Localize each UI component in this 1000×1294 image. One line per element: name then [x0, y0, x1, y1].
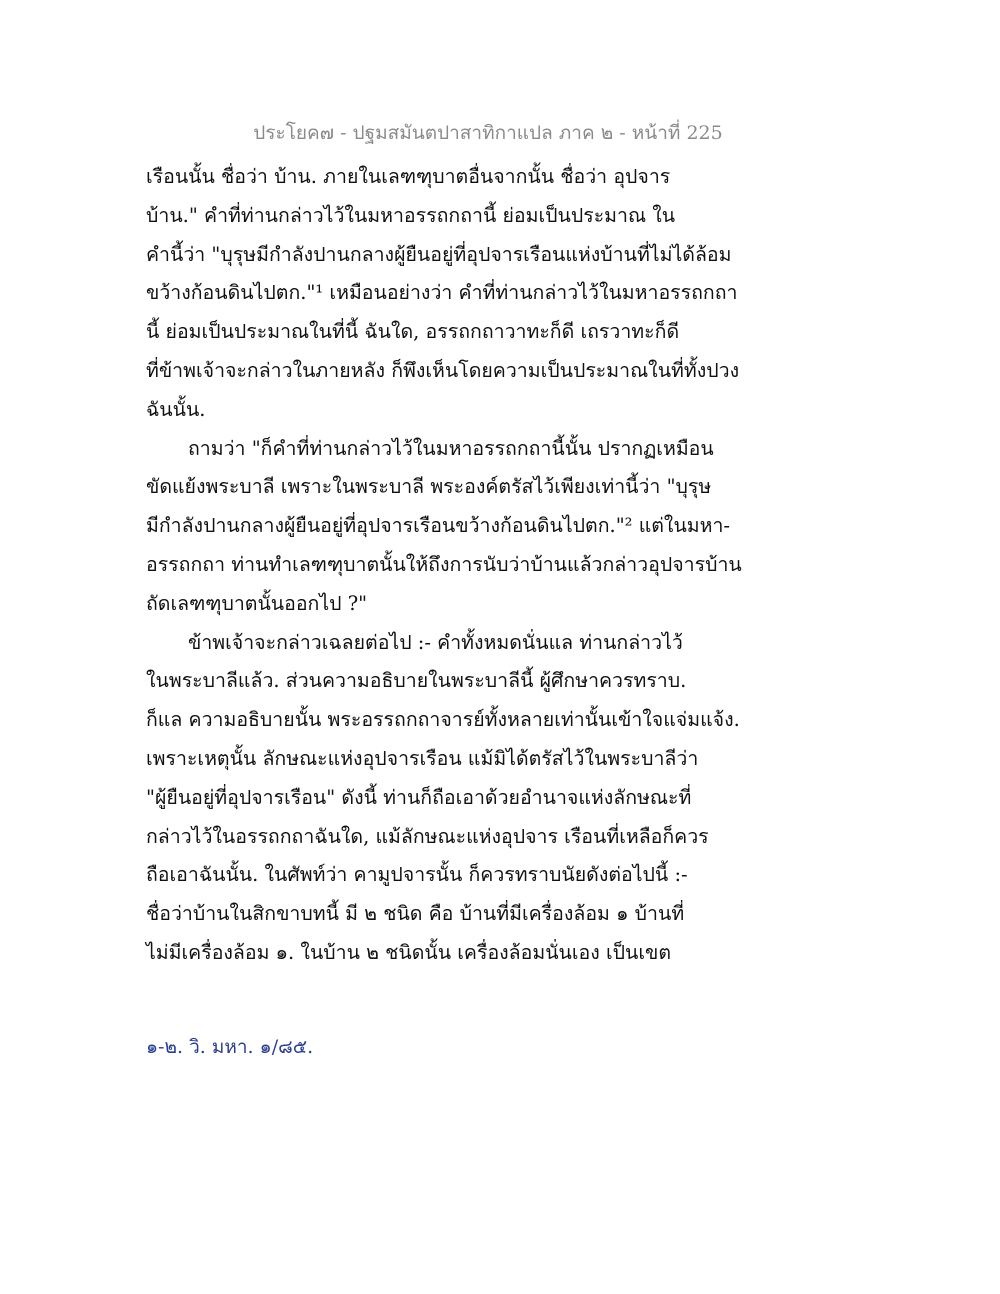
body-line: ก็แล ความอธิบายนั้น พระอรรถกถาจารย์ทั้งหลายเท่านั้นเข้าใจแจ่มแจ้ง.	[146, 708, 740, 732]
paragraph-start-line: ถามว่า "ก็คำที่ท่านกล่าวไว้ในมหาอรรถกถานี้นั้น ปรากฏเหมือน	[188, 436, 714, 460]
body-line: มีกำลังปานกลางผู้ยืนอยู่ที่อุปจารเรือนขว้างก้อนดินไปตก."² แต่ในมหา-	[146, 514, 731, 538]
body-line: "ผู้ยืนอยู่ที่อุปจารเรือน" ดังนี้ ท่านก็ถือเอาด้วยอำนาจแห่งลักษณะที่	[146, 785, 692, 809]
body-line: ฉันนั้น.	[146, 397, 206, 421]
running-title: ประโยค๗ - ปฐมสมันตปาสาทิกาแปล ภาค ๒ - หน้าที่ 225	[253, 122, 723, 144]
body-line: ชื่อว่าบ้านในสิกขาบทนี้ มี ๒ ชนิด คือ บ้านที่มีเครื่องล้อม ๑ บ้านที่	[146, 902, 685, 926]
page-body	[146, 158, 742, 973]
body-line: ขว้างก้อนดินไปตก."¹ เหมือนอย่างว่า คำที่ท่านกล่าวไว้ในมหาอรรถกถา	[146, 281, 738, 305]
paragraph-start-line: ข้าพเจ้าจะกล่าวเฉลยต่อไป :- คำทั้งหมดนั่นแล ท่านกล่าวไว้	[188, 630, 683, 654]
body-line: คำนี้ว่า "บุรุษมีกำลังปานกลางผู้ยืนอยู่ที่อุปจารเรือนแห่งบ้านที่ไม่ได้ล้อม	[146, 242, 732, 266]
body-line: เพราะเหตุนั้น ลักษณะแห่งอุปจารเรือน แม้มิได้ตรัสไว้ในพระบาลีว่า	[146, 746, 699, 770]
body-line: นี้ ย่อมเป็นประมาณในที่นี้ ฉันใด, อรรถกถาวาทะก็ดี เถรวาทะก็ดี	[146, 320, 680, 344]
body-line: กล่าวไว้ในอรรถกถาฉันใด, แม้ลักษณะแห่งอุปจาร เรือนที่เหลือก็ควร	[146, 824, 709, 848]
body-line: ในพระบาลีแล้ว. ส่วนความอธิบายในพระบาลีนี้ ผู้ศึกษาควรทราบ.	[146, 669, 687, 693]
body-line: บ้าน." คำที่ท่านกล่าวไว้ในมหาอรรถกถานี้ ย่อมเป็นประมาณ ใน	[146, 203, 676, 227]
running-header	[0, 118, 1000, 148]
footnote: ๑-๒. วิ. มหา. ๑/๘๕.	[146, 1036, 314, 1058]
body-line: ถือเอาฉันนั้น. ในศัพท์ว่า คามูปจารนั้น ก็ควรทราบนัยดังต่อไปนี้ :-	[146, 863, 688, 887]
body-line: ขัดแย้งพระบาลี เพราะในพระบาลี พระองค์ตรัสไว้เพียงเท่านี้ว่า "บุรุษ	[146, 475, 712, 499]
body-line: ที่ข้าพเจ้าจะกล่าวในภายหลัง ก็พึงเห็นโดยความเป็นประมาณในที่ทั้งปวง	[146, 358, 740, 382]
body-line: ไม่มีเครื่องล้อม ๑. ในบ้าน ๒ ชนิดนั้น เครื่องล้อมนั่นเอง เป็นเขต	[146, 940, 671, 964]
body-line: ถัดเลฑฑุบาตนั้นออกไป ?"	[146, 591, 368, 615]
body-line: เรือนนั้น ชื่อว่า บ้าน. ภายในเลฑฑุบาตอื่นจากนั้น ชื่อว่า อุปจาร	[146, 165, 671, 188]
body-line: อรรถกถา ท่านทำเลฑฑุบาตนั้นให้ถึงการนับว่าบ้านแล้วกล่าวอุปจารบ้าน	[146, 552, 742, 576]
